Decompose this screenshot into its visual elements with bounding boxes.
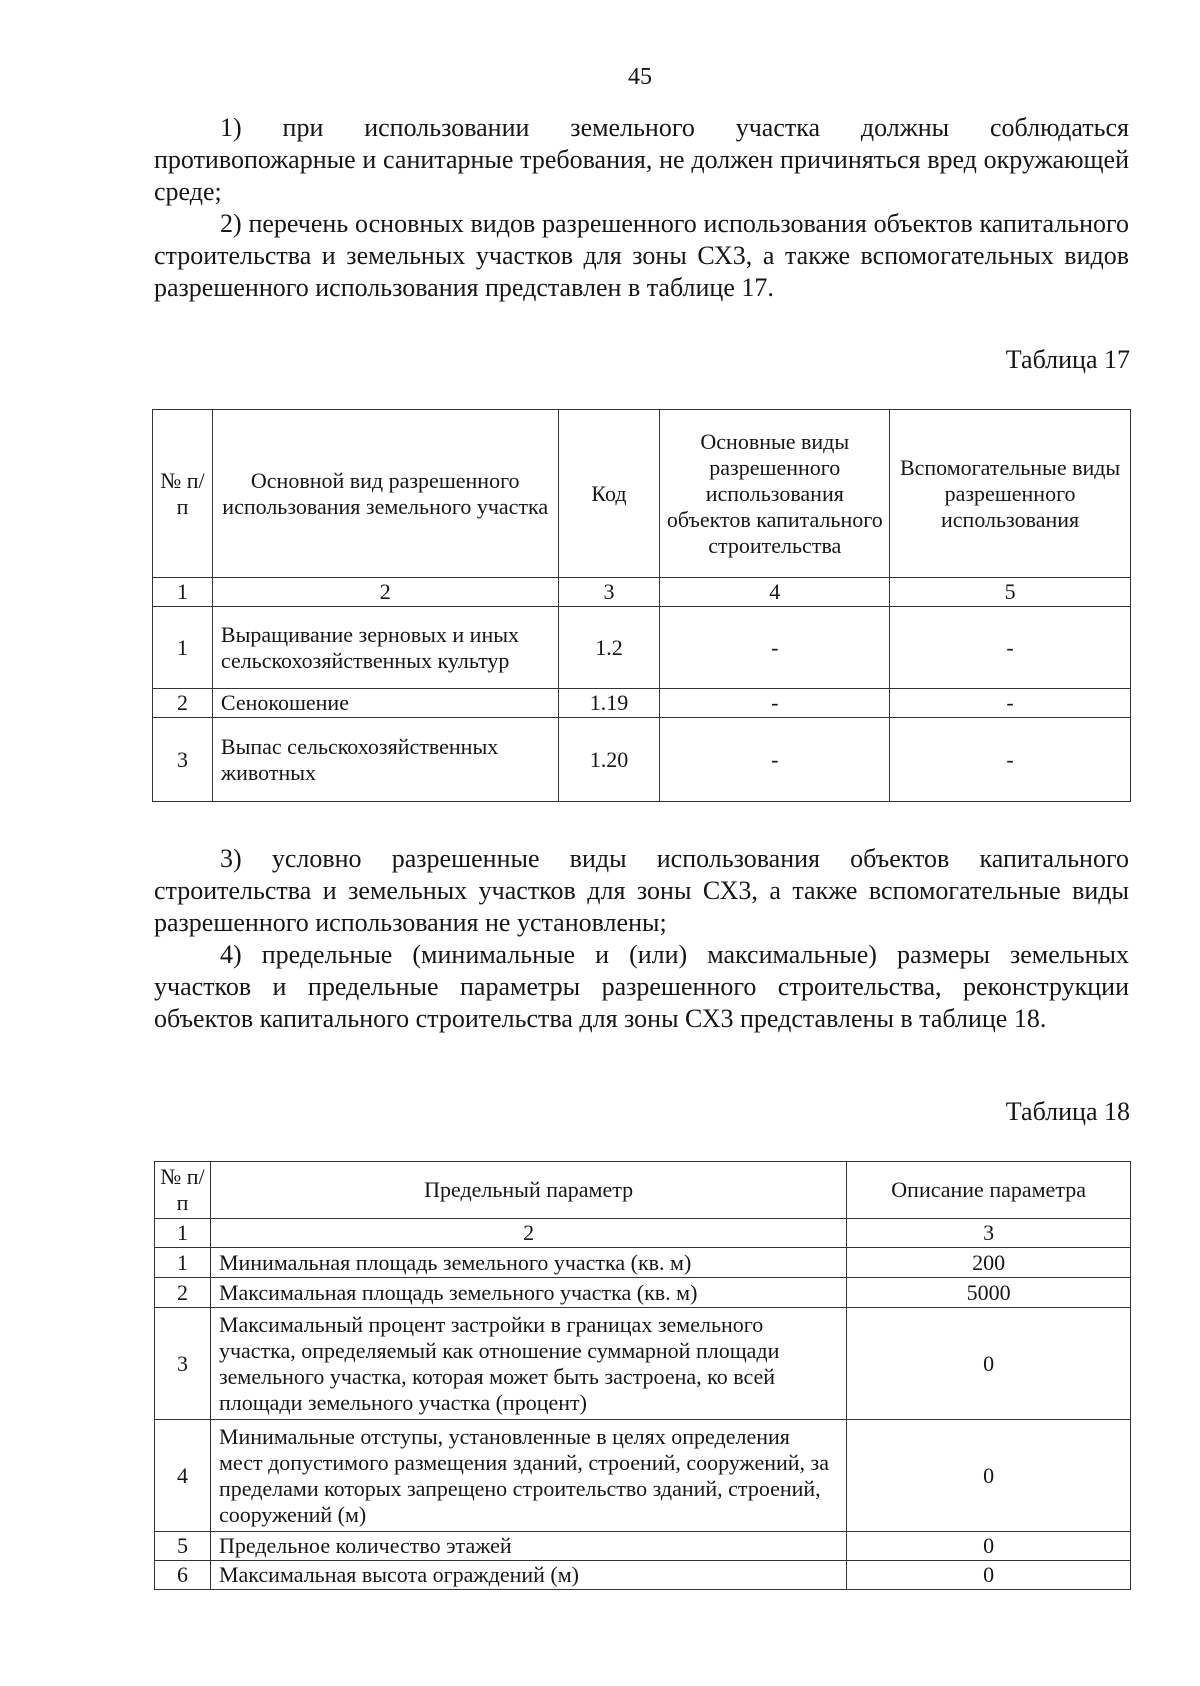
header-cell-main-use: Основной вид разрешенного использования земельного участка (212, 410, 558, 578)
capital-use-value: - (660, 689, 890, 718)
auxiliary-use-value: - (890, 607, 1131, 689)
use-name: Сенокошение (212, 689, 558, 718)
paragraph-item-4: 4) предельные (минимальные и (или) максимальные) размеры земельных участков и предельные параметры разрешенного строительства, реконструкции объектов капитального строительства для зоны СХ3 представлены в таблице 18. (154, 940, 1129, 1033)
column-number: 1 (155, 1219, 211, 1248)
table-18-caption: Таблица 18 (1005, 1097, 1130, 1126)
paragraph-item-1: 1) при использовании земельного участка должны соблюдаться противопожарные и санитарные требования, не должен причиняться вред окружающей среде; (154, 113, 1129, 206)
use-code: 1.2 (558, 607, 660, 689)
column-number-row (155, 1219, 1131, 1248)
auxiliary-use-value: - (890, 718, 1131, 802)
parameter-name: Минимальная площадь земельного участка (кв. м) (210, 1248, 846, 1278)
column-number: 3 (847, 1219, 1131, 1248)
table-row (155, 1420, 1131, 1532)
table-header-row (153, 410, 1131, 578)
table-17-caption: Таблица 17 (1005, 345, 1130, 374)
parameter-name: Минимальные отступы, установленные в целях определения мест допустимого размещения зданий, строений, сооружений, за пределами которых запрещено строительство зданий, строений, сооружений (м) (210, 1420, 846, 1532)
table-row (155, 1248, 1131, 1278)
use-name: Выпас сельскохозяйственных животных (212, 718, 558, 802)
parameter-name: Максимальная площадь земельного участка (кв. м) (210, 1278, 846, 1308)
table-17 (152, 409, 1131, 802)
capital-use-value: - (660, 718, 890, 802)
header-cell-description: Описание параметра (847, 1162, 1131, 1219)
table-row (153, 718, 1131, 802)
table-row (155, 1278, 1131, 1308)
table-row (155, 1561, 1131, 1590)
parameter-name: Максимальная высота ограждений (м) (210, 1561, 846, 1590)
paragraph-item-3: 3) условно разрешенные виды использования объектов капитального строительства и земельных участков для зоны СХ3, а также вспомогательные виды разрешенного использования не установлены; (154, 844, 1129, 937)
paragraph-item-2: 2) перечень основных видов разрешенного использования объектов капитального строительства и земельных участков для зоны СХ3, а также вспомогательных видов разрешенного использования представлен в таблице 17. (154, 209, 1129, 302)
intro-text (154, 112, 1129, 304)
row-number: 1 (155, 1248, 211, 1278)
table-row (153, 607, 1131, 689)
use-code: 1.20 (558, 718, 660, 802)
row-number: 5 (155, 1532, 211, 1561)
row-number: 3 (155, 1308, 211, 1420)
row-number: 2 (153, 689, 213, 718)
row-number: 4 (155, 1420, 211, 1532)
header-cell-auxiliary-use: Вспомогательные виды разрешенного использования (890, 410, 1131, 578)
parameter-name: Максимальный процент застройки в границах земельного участка, определяемый как отношение суммарной площади земельного участка, которая может быть застроена, ко всей площади земельного участка (процент) (210, 1308, 846, 1420)
capital-use-value: - (660, 607, 890, 689)
row-number: 6 (155, 1561, 211, 1590)
parameter-value: 0 (847, 1308, 1131, 1420)
header-cell-number: № п/п (153, 410, 213, 578)
table-header-row (155, 1162, 1131, 1219)
column-number: 4 (660, 578, 890, 607)
table-row (153, 689, 1131, 718)
parameter-value: 0 (847, 1420, 1131, 1532)
auxiliary-use-value: - (890, 689, 1131, 718)
use-name: Выращивание зерновых и иных сельскохозяйственных культур (212, 607, 558, 689)
header-cell-capital-use: Основные виды разрешенного использования объектов капитального строительства (660, 410, 890, 578)
table-row (155, 1308, 1131, 1420)
header-cell-parameter: Предельный параметр (210, 1162, 846, 1219)
table-row (155, 1532, 1131, 1561)
header-cell-number: № п/п (155, 1162, 211, 1219)
table-18 (154, 1161, 1131, 1590)
row-number: 2 (155, 1278, 211, 1308)
page-number: 45 (628, 64, 652, 90)
row-number: 3 (153, 718, 213, 802)
parameter-value: 5000 (847, 1278, 1131, 1308)
use-code: 1.19 (558, 689, 660, 718)
parameter-name: Предельное количество этажей (210, 1532, 846, 1561)
row-number: 1 (153, 607, 213, 689)
column-number: 2 (212, 578, 558, 607)
column-number: 3 (558, 578, 660, 607)
column-number: 1 (153, 578, 213, 607)
column-number: 5 (890, 578, 1131, 607)
parameter-value: 0 (847, 1532, 1131, 1561)
column-number-row (153, 578, 1131, 607)
column-number: 2 (210, 1219, 846, 1248)
middle-text (154, 843, 1129, 1035)
parameter-value: 0 (847, 1561, 1131, 1590)
parameter-value: 200 (847, 1248, 1131, 1278)
header-cell-code: Код (558, 410, 660, 578)
